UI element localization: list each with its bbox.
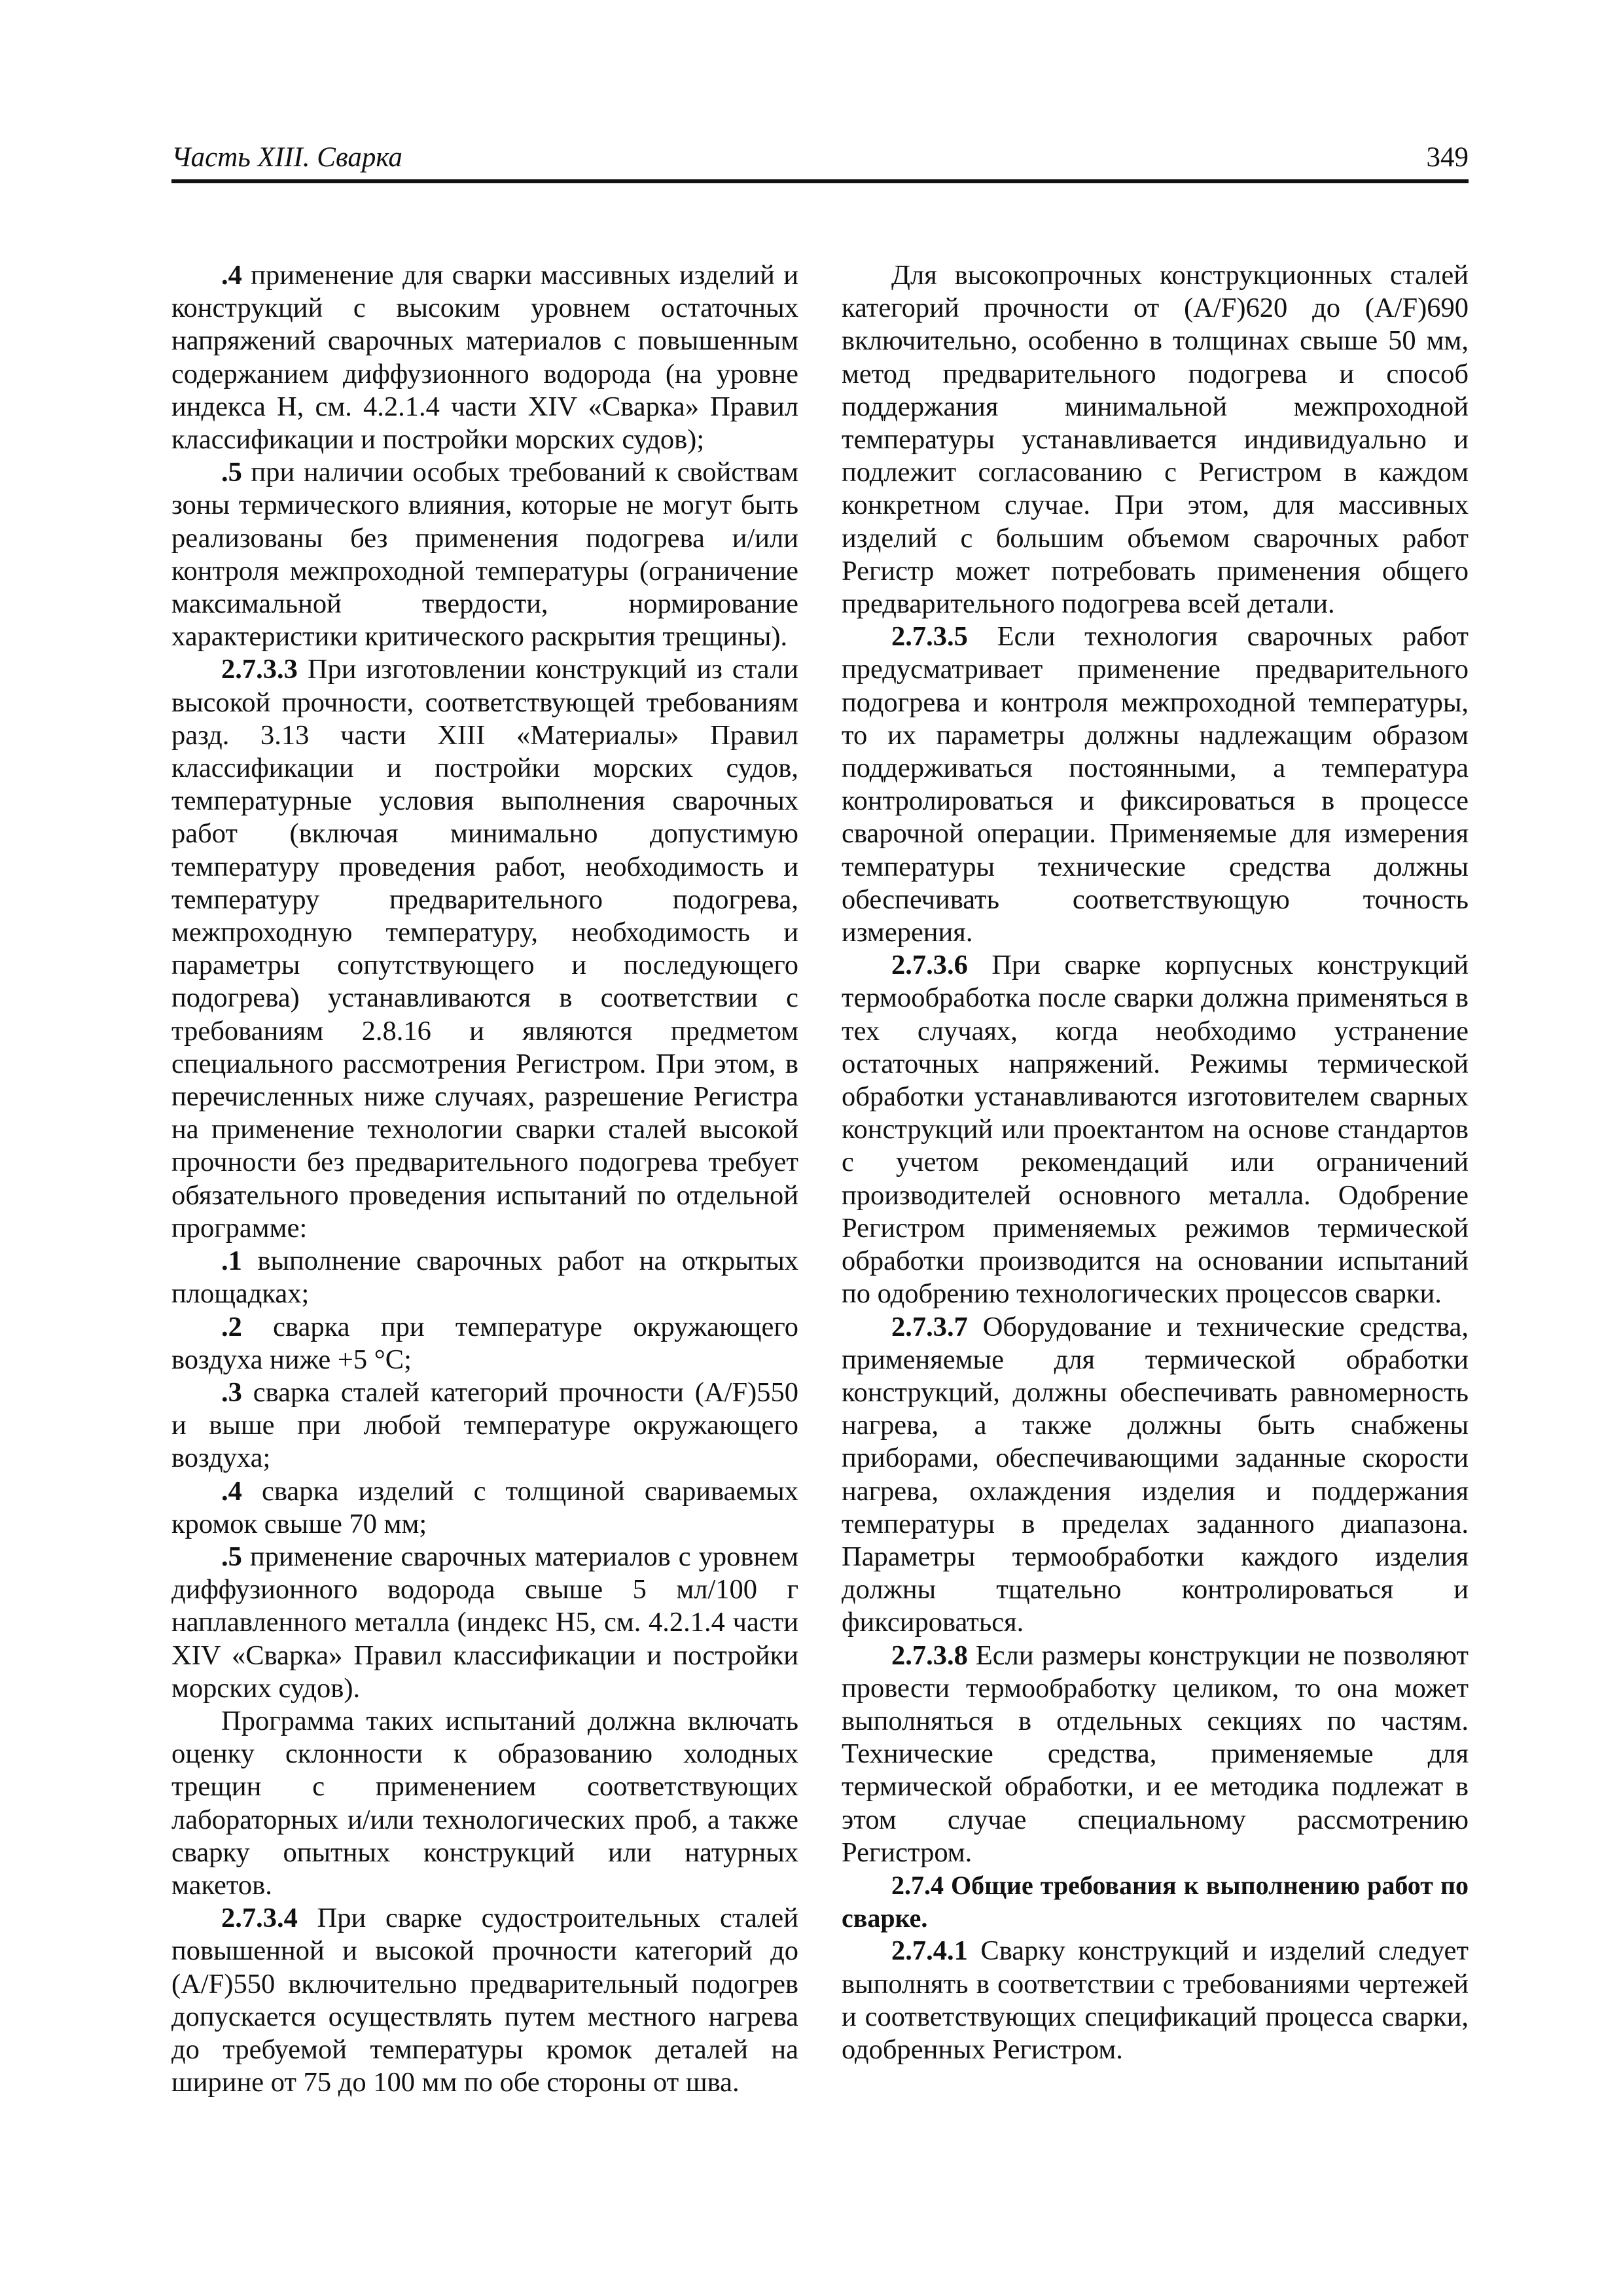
item-number: .1 <box>221 1246 242 1277</box>
paragraph <box>842 1935 1469 2066</box>
paragraph <box>171 1475 798 1541</box>
paragraph-text: Оборудование и технические средства, применяемые для термической обработки конструкций, должны обеспечивать равномерность нагрева, а также должны быть снабжены приборами, обеспечивающими заданные скорости нагрева, охлаждения изделия и поддержания температуры в пределах заданного диапазона. Параметры термообработки каждого изделия должны тщательно контролироваться и фиксироваться. <box>842 1311 1469 1638</box>
section-heading <box>842 1869 1469 1935</box>
paragraph <box>842 949 1469 1310</box>
running-header-title: Часть XIII. Сварка <box>171 142 402 173</box>
paragraph <box>842 620 1469 949</box>
item-number: .4 <box>221 1475 242 1507</box>
clause-number: 2.7.3.5 <box>891 621 968 653</box>
clause-number: 2.7.3.4 <box>221 1903 298 1934</box>
paragraph <box>171 1311 798 1376</box>
paragraph <box>171 1902 798 2099</box>
paragraph <box>842 1311 1469 1640</box>
paragraph <box>842 259 1469 620</box>
left-column <box>171 259 798 2099</box>
paragraph-text: Если технология сварочных работ предусматривает применение предварительного подогрева и контроля межпроходной температуры, то их параметры должны надлежащим образом поддерживаться постоянными, а температура контролироваться и фиксироваться в процессе сварочной операции. Применяемые для измерения температуры технические средства должны обеспечивать соответствующую точность измерения. <box>842 621 1469 948</box>
clause-number: 2.7.3.3 <box>221 654 298 685</box>
clause-number: 2.7.3.6 <box>891 950 968 981</box>
paragraph-text: при наличии особых требований к свойствам зоны термического влияния, которые не могут быть реализованы без применения подогрева и/или контроля межпроходной температуры (ограничение максимальной твердости, нормирование характеристики критического раскрытия трещины). <box>171 457 798 653</box>
paragraph-text: Если размеры конструкции не позволяют провести термообработку целиком, то она может выполняться в отдельных секциях по частям. Технические средства, применяемые для термической обработки, и ее методика подлежат в этом случае специальному рассмотрению Регистром. <box>842 1640 1469 1868</box>
paragraph-text: применение для сварки массивных изделий и конструкций с высоким уровнем остаточных напряжений сварочных материалов с повышенным содержанием диффузионного водорода (на уровне индекса H, см. 4.2.1.4 части XIV «Сварка» Правил классификации и постройки морских судов); <box>171 260 798 456</box>
paragraph-text: Сварку конструкций и изделий следует выполнять в соответствии с требованиями чертежей и соответствующих спецификаций процесса сварки, одобренных Регистром. <box>842 1935 1469 2065</box>
clause-number: 2.7.4.1 <box>891 1935 968 1967</box>
paragraph <box>171 653 798 1245</box>
paragraph-text: Для высокопрочных конструкционных сталей категорий прочности от (A/F)620 до (A/F)690 включительно, особенно в толщинах свыше 50 мм, метод предварительного подогрева и способ поддержания минимальной межпроходной температуры устанавливается индивидуально и подлежит согласованию с Регистром в каждом конкретном случае. При этом, для массивных изделий с большим объемом сварочных работ Регистр может потребовать применения общего предварительного подогрева всей детали. <box>842 260 1469 620</box>
paragraph <box>171 1541 798 1705</box>
page-number: 349 <box>1426 142 1469 173</box>
paragraph <box>171 259 798 456</box>
clause-number: 2.7.3.7 <box>891 1311 968 1342</box>
paragraph-text: выполнение сварочных работ на открытых площадках; <box>171 1246 798 1310</box>
right-column <box>842 259 1469 2066</box>
item-number: .5 <box>221 457 242 488</box>
paragraph-text: сварка изделий с толщиной свариваемых кромок свыше 70 мм; <box>171 1475 798 1539</box>
paragraph-text: Программа таких испытаний должна включать оценку склонности к образованию холодных трещин с применением соответствующих лабораторных и/или технологических проб, а также сварку опытных конструкций или натурных макетов. <box>171 1705 798 1901</box>
item-number: .5 <box>221 1541 242 1572</box>
item-number: .4 <box>221 260 242 291</box>
item-number: .2 <box>221 1311 242 1342</box>
paragraph <box>171 1705 798 1902</box>
paragraph <box>171 1245 798 1310</box>
item-number: .3 <box>221 1376 242 1408</box>
paragraph-text: сварка сталей категорий прочности (A/F)550 и выше при любой температуре окружающего воздуха; <box>171 1376 798 1474</box>
clause-number: 2.7.3.8 <box>891 1640 968 1671</box>
paragraph <box>171 1376 798 1475</box>
section-heading-text: Общие требования к выполнению работ по сварке. <box>842 1870 1469 1933</box>
running-header <box>171 140 1469 183</box>
paragraph-text: сварка при температуре окружающего воздуха ниже +5 °C; <box>171 1311 798 1375</box>
paragraph-text: При изготовлении конструкций из стали высокой прочности, соответствующей требованиям разд. 3.13 части XIII «Материалы» Правил классификации и постройки морских судов, температурные условия выполнения сварочных работ (включая минимально допустимую температуру проведения работ, необходимость и температуру предварительного подогрева, межпроходную температуру, необходимость и параметры сопутствующего и последующего подогрева) устанавливаются в соответствии с требованиям 2.8.16 и являются предметом специального рассмотрения Регистром. При этом, в перечисленных ниже случаях, разрешение Регистра на применение технологии сварки сталей высокой прочности без предварительного подогрева требует обязательного проведения испытаний по отдельной программе: <box>171 654 798 1244</box>
paragraph-text: применение сварочных материалов с уровнем диффузионного водорода свыше 5 мл/100 г наплавленного металла (индекс H5, см. 4.2.1.4 части XIV «Сварка» Правил классификации и постройки морских судов). <box>171 1541 798 1704</box>
section-number: 2.7.4 <box>891 1870 944 1900</box>
paragraph-text: При сварке судостроительных сталей повышенной и высокой прочности категорий до (A/F)550 включительно предварительный подогрев допускается осуществлять путем местного нагрева до требуемой температуры кромок деталей на ширине от 75 до 100 мм по обе стороны от шва. <box>171 1903 798 2098</box>
paragraph <box>171 456 798 653</box>
paragraph <box>842 1640 1469 1869</box>
paragraph-text: При сварке корпусных конструкций термообработка после сварки должна применяться в тех случаях, когда необходимо устранение остаточных напряжений. Режимы термической обработки устанавливаются изготовителем сварных конструкций или проектантом на основе стандартов с учетом рекомендаций или ограничений производителей основного металла. Одобрение Регистром применяемых режимов термической обработки производится на основании испытаний по одобрению технологических процессов сварки. <box>842 950 1469 1310</box>
